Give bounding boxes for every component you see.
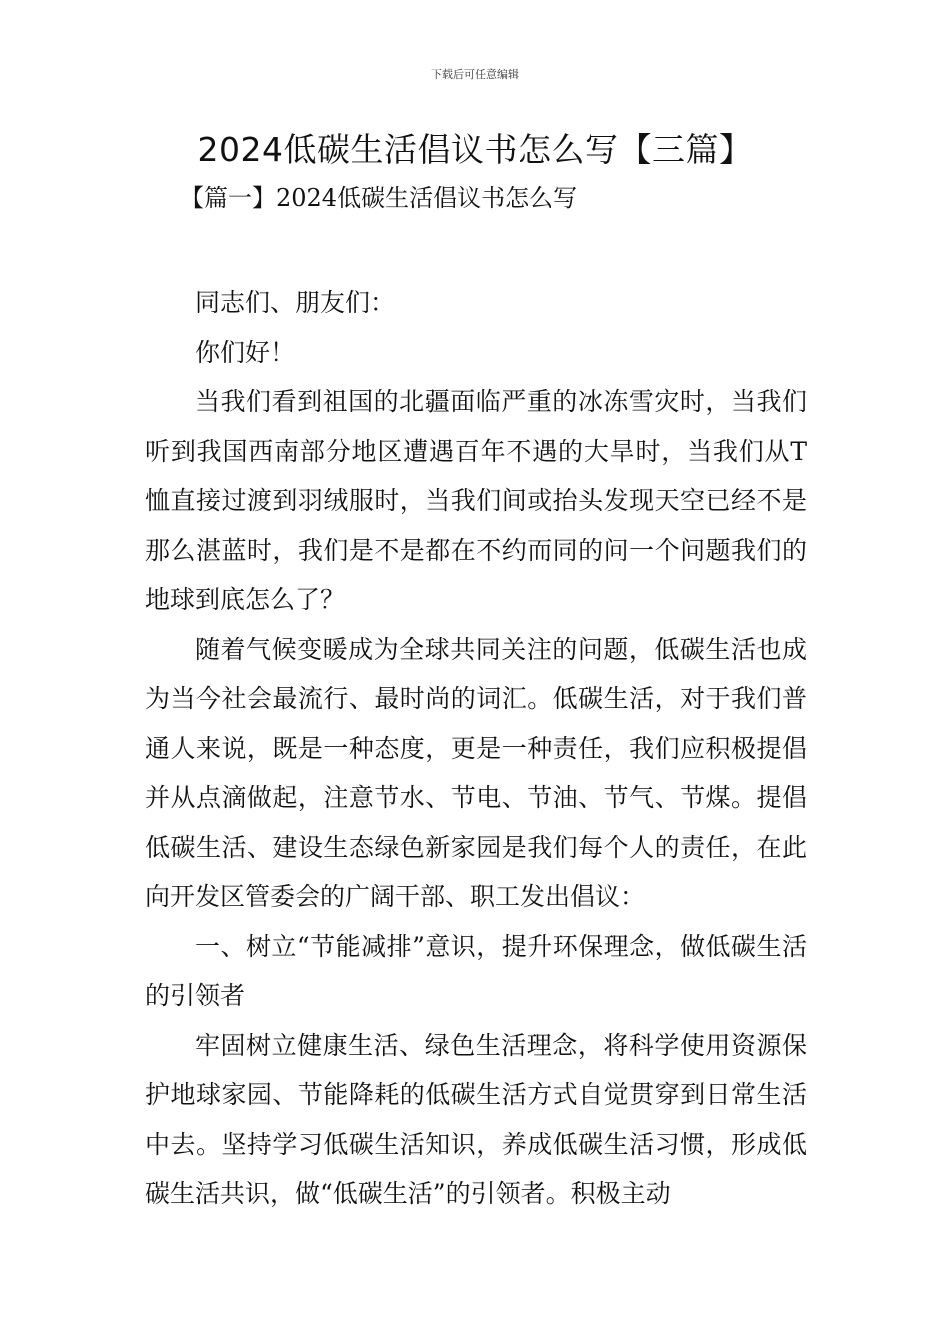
paragraph-point-one-heading: 一、树立“节能减排”意识，提升环保理念，做低碳生活的引领者	[145, 931, 807, 1010]
paragraph-intro: 当我们看到祖国的北疆面临严重的冰冻雪灾时，当我们听到我国西南部分地区遭遇百年不遇的大旱时，当我们从T恤直接过渡到羽绒服时，当我们间或抬头发现天空已经不是那么湛蓝时，我们是不是都在不约而同的问一个问题我们的地球到底怎么了？	[145, 387, 807, 614]
section-heading: 【篇一】2024低碳生活倡议书怎么写	[180, 184, 578, 212]
header-note: 下载后可任意编辑	[431, 68, 519, 81]
paragraph-greeting: 同志们、朋友们：	[195, 288, 396, 317]
paragraph-context: 随着气候变暖成为全球共同关注的问题，低碳生活也成为当今社会最流行、最时尚的词汇。低碳生活，对于我们普通人来说，既是一种态度，更是一种责任，我们应积极提倡并从点滴做起，注意节水、节电、节油、节气、节煤。提倡低碳生活、建设生态绿色新家园是我们每个人的责任，在此向开发区管委会的广阔干部、职工发出倡议：	[145, 634, 807, 911]
paragraph-point-one-body: 牢固树立健康生活、绿色生活理念，将科学使用资源保护地球家园、节能降耗的低碳生活方式自觉贯穿到日常生活中去。坚持学习低碳生活知识，养成低碳生活习惯，形成低碳生活共识，做“低碳生活”的引领者。积极主动	[145, 1030, 807, 1208]
document-title: 2024低碳生活倡议书怎么写【三篇】	[197, 130, 753, 169]
document-body	[145, 278, 807, 1219]
paragraph-hello: 你们好！	[195, 337, 296, 367]
